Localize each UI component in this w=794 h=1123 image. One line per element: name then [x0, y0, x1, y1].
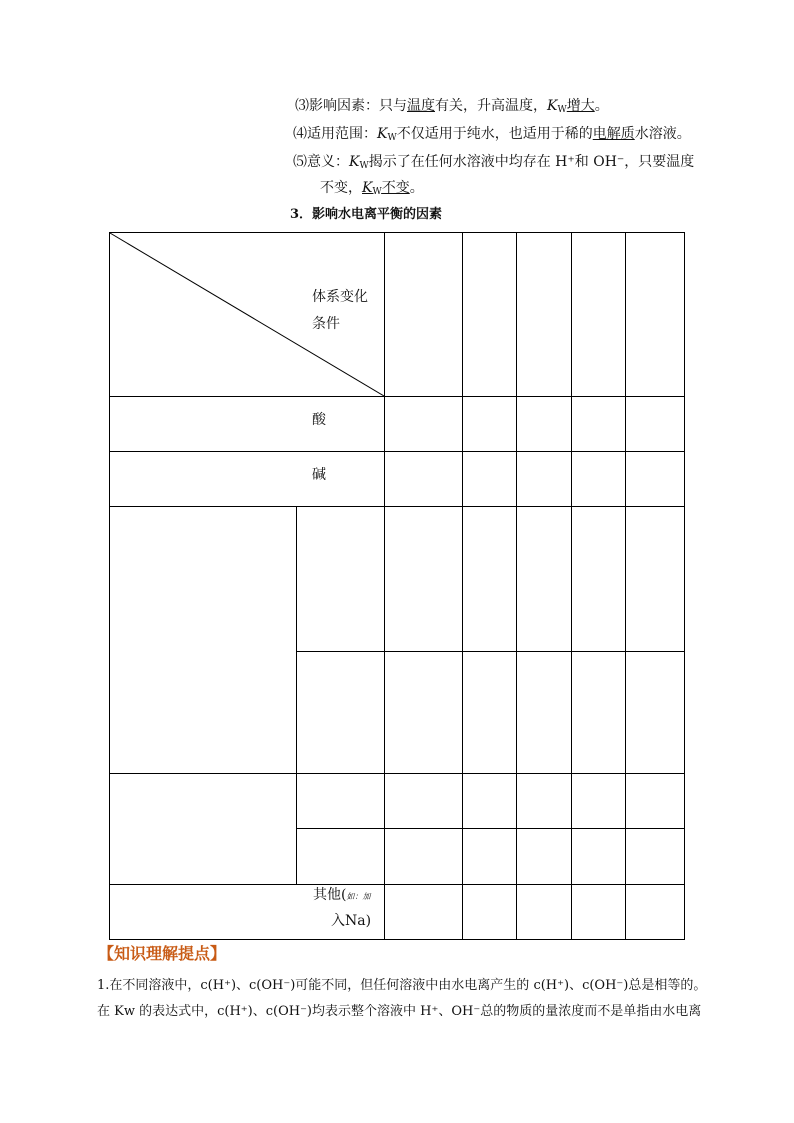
- item-influence-factor: ⑶影响因素：只与温度有关，升高温度，$K_W$增大。: [295, 98, 609, 115]
- diagonal-header-line: [109, 232, 385, 397]
- row-label-other-cont: 入Na): [331, 913, 372, 929]
- header-condition: 条件: [312, 316, 340, 332]
- knowledge-header: 【知识理解提点】: [98, 944, 227, 963]
- paragraph-2: 在 Kw 的表达式中，c(H⁺)、c(OH⁻)均表示整个溶液中 H⁺、OH⁻总的物质的量浓度而不是单指由水电离: [97, 1004, 702, 1019]
- row-label-other: 其他(如：加: [313, 887, 371, 903]
- table-heading: 3．影响水电离平衡的因素: [290, 207, 443, 222]
- item-scope: ⑷适用范围：$K_W$不仅适用于纯水，也适用于稀的电解质水溶液。: [293, 126, 691, 143]
- row-label-base: 碱: [312, 467, 326, 483]
- header-system-change: 体系变化: [312, 289, 368, 305]
- row-label-acid: 酸: [312, 412, 326, 428]
- item-meaning: ⑸意义：$K_W$揭示了在任何水溶液中均存在 H⁺和 OH⁻，只要温度: [293, 154, 695, 171]
- item-meaning-cont: 不变，$K_W$不变。: [320, 180, 424, 197]
- factors-table: [109, 232, 685, 940]
- paragraph-1: 1.在不同溶液中，c(H⁺)、c(OH⁻)可能不同，但任何溶液中由水电离产生的 c(H⁺)、c(OH⁻)总是相等的。: [97, 978, 707, 993]
